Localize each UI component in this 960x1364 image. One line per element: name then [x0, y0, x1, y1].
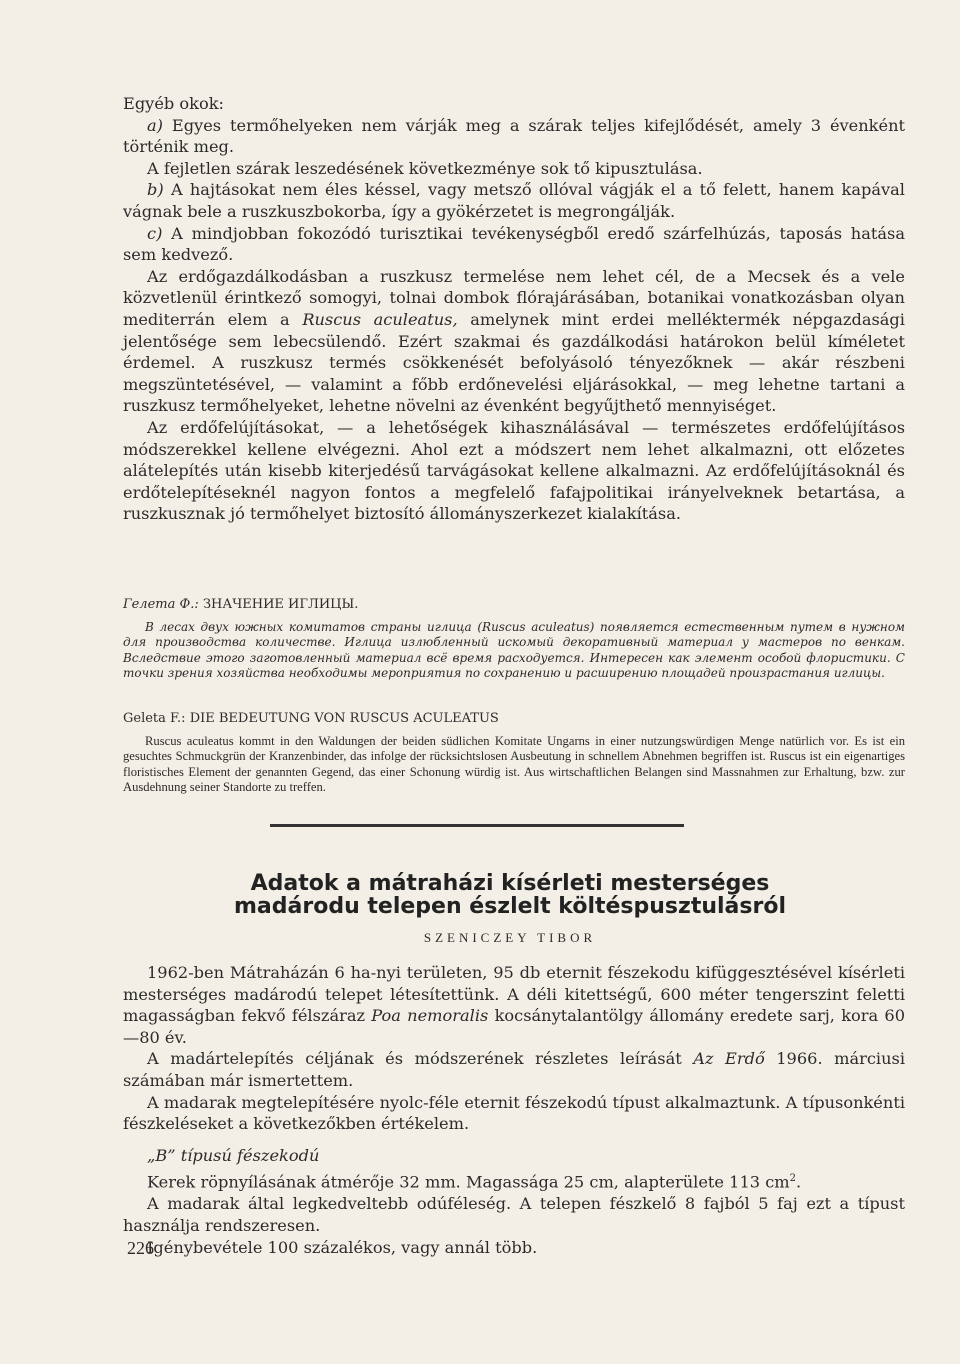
paragraph-forestry-text-b: amelynek mint erdei melléktermék népgazdasági jelentősége sem lebecsülendő. Ezért szakmai és gazdálkodási határokon belül kíméletet érdemel. A ruszkusz termés csökkenését befolyásoló tényezőknek — akár részbeni megszüntetésével, — valamint a főbb erdőnevelési eljárásokkal, — meg lehetne tartani a ruszkusz termőhelyeket, lehetne növelni az évenként begyűjthető mennyiséget. [123, 309, 905, 416]
paragraph-forestry [123, 266, 905, 417]
list-text-a: Egyes termőhelyeken nem várják meg a szárak teljes kifejlődését, amely 3 évenként történik meg. [123, 115, 905, 157]
article-paragraph-5: A madarak által legkedveltebb odúféleség. A telepen fészkelő 8 fajból 5 faj ezt a típust használja rendszeresen. [123, 1194, 905, 1235]
article-paragraph-1 [123, 962, 905, 1048]
section-heading: Egyéb okok: [123, 94, 224, 113]
summary-german-heading [123, 710, 905, 728]
page-number: 226 [127, 1238, 154, 1258]
list-item-a [123, 115, 905, 158]
superscript: 2 [789, 1173, 796, 1185]
summary-russian-text-b: ) появляется естественным путем в нужном для производства количестве. Иглица излюбленный искомый декоративный материал у мастеров по венкам. Вследствие этого заготовленный материал всё время расходуется. Интересен как элемент особой флористики. С точки зрения хозяйства необходимы мероприятия по сохранению и расширению площадей произрастания иглицы. [123, 620, 906, 681]
article-paragraph-1-text-a: 1962-ben Mátraházán 6 ha-nyi területen, 95 db eternit fészekodu kifüggesztésével kísérleti mesterséges madárodú telepet létesítettünk. A déli kitettségű, 600 méter tengerszint feletti magasságban fekvő félszáraz [123, 963, 905, 1026]
summary-russian-text [123, 620, 905, 682]
summary-russian-species: Ruscus aculeatus [482, 620, 590, 634]
summary-russian-title: ЗНАЧЕНИЕ ИГЛИЦЫ. [202, 597, 359, 612]
list-label-a: a) [147, 115, 163, 135]
article-continuation [123, 93, 905, 525]
list-item-a-cont: A fejletlen szárak leszedésének következménye sok tő kipusztulása. [147, 158, 703, 178]
article-paragraph-3: A madarak megtelepítésére nyolc-féle eternit fészekodú típust alkalmaztunk. A típusonkénti fészkeléseket a következőkben értékelem. [123, 1092, 905, 1134]
list-text-c: A mindjobban fokozódó turisztikai tevékenységből eredő szárfelhúzás, taposás hatása sem kedvező. [123, 223, 905, 265]
article-paragraph-2-text-a: A madártelepítés céljának és módszerének részletes leírását [147, 1049, 694, 1069]
list-text-b: A hajtásokat nem éles késsel, vagy metsző ollóval vágják el a tő felett, hanem kapával vágnak bele a ruszkuszbokorba, így a gyökérzetet is megrongálják. [123, 180, 905, 221]
list-item-b [123, 179, 905, 222]
article-paragraph-4-text-a: Kerek röpnyílásának átmérője 32 mm. Magassága 25 cm, alapterülete 113 cm [147, 1172, 790, 1192]
summary-russian-text-a: В лесах двух южных комитатов страны иглица ( [145, 620, 483, 634]
list-label-c: c) [147, 223, 163, 243]
summary-russian-heading [123, 596, 905, 614]
article-paragraph-1-text-b: kocsánytalantölgy állomány eredete sarj, kora 60—80 év. [123, 1006, 905, 1047]
paragraph-forestry-text-a: Az erdőgazdálkodásban a ruszkusz termelése nem lehet cél, de a Mecsek és a vele közvetlenül érintkező somogyi, tolnai dombok flórajárásában, botanikai vonatkozásban olyan mediterrán elem a [123, 266, 905, 329]
article-subheading: „B” típusú fészekodú [147, 1145, 320, 1165]
article-species: Poa nemoralis [371, 1006, 489, 1026]
species-name: Ruscus aculeatus, [302, 309, 458, 329]
summary-german [123, 710, 905, 796]
summary-russian-author: Гелета Ф.: [123, 597, 199, 612]
article-paragraph-6: Igénybevétele 100 százalékos, vagy annál több. [147, 1237, 538, 1257]
list-item-c [123, 223, 905, 266]
list-label-b: b) [147, 180, 164, 200]
summary-german-text: Ruscus aculeatus kommt in den Waldungen der beiden südlichen Komitate Ungarns in einer nutzungswürdigen Menge natürlich vor. Es ist ein gesuchtes Schmuckgrün der Kranzenbinder, das infolge der rücksichtslosen Ausbeutung in schnellem Abnehmen begriffen ist. Ruscus ist ein eigenartiges floristisches Element der genannten Gegend, das einer Schonung würdig ist. Aus wirtschaftlichen Belangen sind Massnahmen zur Erhaltung, bzw. zur Ausdehnung seiner Standorte zu treffen. [123, 734, 905, 795]
summary-german-title: DIE BEDEUTUNG VON RUSCUS ACULEATUS [189, 711, 499, 726]
article-author: SZENICZEY TIBOR [423, 930, 597, 945]
section-divider [270, 824, 684, 827]
article-paragraph-4-text-b: . [796, 1172, 802, 1192]
paragraph-regeneration: Az erdőfelújításokat, — a lehetőségek kihasználásával — természetes erdőfelújításos módszerekkel kellene elvégezni. Ahol ezt a módszert nem lehet alkalmazni, ott előzetes alátelepítés után kisebb kiterjedésű tarvágásokat kellene alkalmazni. Az erdőfelújításoknál és erdőtelepítéseknél nagyon fontos a megfelelő fafajpolitikai irányelveknek betartása, a ruszkusznak jó termőhelyet biztosító állományszerkezet kialakítása. [123, 417, 905, 524]
journal-name: Az Erdő [693, 1049, 765, 1069]
article-paragraph-2 [123, 1048, 905, 1091]
article-title [150, 872, 870, 918]
summary-russian [123, 596, 905, 682]
article-title-line-2: madárodu telepen észlelt költéspusztulásról [234, 894, 786, 919]
article-title-line-1: Adatok a mátraházi kísérleti mesterséges [250, 871, 770, 896]
article-paragraph-2-text-b: 1966. márciusi számában már ismertettem. [123, 1049, 906, 1090]
article-body [123, 962, 905, 1258]
summary-german-author: Geleta F.: [123, 711, 186, 726]
article-paragraph-4 [123, 1168, 905, 1193]
